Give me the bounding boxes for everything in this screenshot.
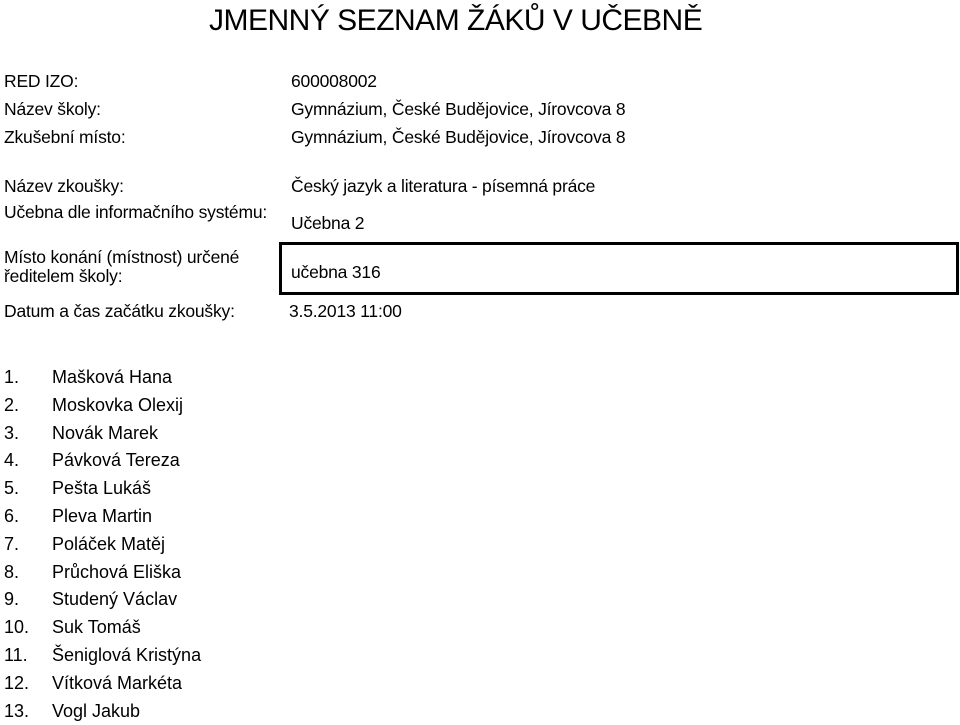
exam-name-label: Název zkoušky: <box>4 176 124 196</box>
list-item <box>4 586 201 614</box>
list-item <box>4 447 201 475</box>
exam-name-value: Český jazyk a literatura - písemná práce <box>291 176 596 196</box>
student-number: 2. <box>4 394 20 415</box>
student-list <box>4 364 201 725</box>
student-name: Pleva Martin <box>52 505 153 526</box>
red-izo-value: 600008002 <box>291 71 377 91</box>
list-item <box>4 420 201 448</box>
room-value: učebna 316 <box>291 262 381 282</box>
list-item <box>4 698 201 725</box>
student-name: Šeniglová Kristýna <box>52 644 202 665</box>
list-item <box>4 503 201 531</box>
list-item <box>4 392 201 420</box>
student-number: 4. <box>4 450 20 471</box>
red-izo-label: RED IZO: <box>4 71 79 91</box>
student-number: 9. <box>4 589 20 610</box>
list-item <box>4 614 201 642</box>
student-number: 3. <box>4 422 20 443</box>
classroom-system-value: Učebna 2 <box>291 213 365 233</box>
exam-place-label: Zkušební místo: <box>4 127 126 147</box>
datetime-value: 3.5.2013 11:00 <box>289 301 402 321</box>
list-item <box>4 531 201 559</box>
school-name-label: Název školy: <box>4 99 101 119</box>
list-item <box>4 475 201 503</box>
student-number: 5. <box>4 478 20 499</box>
student-name: Pešta Lukáš <box>52 478 152 499</box>
student-name: Mašková Hana <box>52 367 173 387</box>
student-number: 6. <box>4 505 20 526</box>
student-name: Poláček Matěj <box>52 533 166 554</box>
exam-place-value: Gymnázium, České Budějovice, Jírovcova 8 <box>291 127 626 147</box>
student-name: Studený Václav <box>52 589 178 610</box>
room-label: Místo konání (místnost) určené ředitelem školy: <box>4 247 240 286</box>
room-box <box>279 242 959 295</box>
list-item <box>4 642 201 670</box>
student-number: 13. <box>4 700 30 721</box>
list-item <box>4 670 201 698</box>
student-number: 7. <box>4 533 20 554</box>
student-name: Pávková Tereza <box>52 450 180 471</box>
student-name: Vítková Markéta <box>52 672 183 693</box>
student-name: Průchová Eliška <box>52 561 182 582</box>
student-number: 11. <box>4 644 28 665</box>
student-name: Moskovka Olexij <box>52 394 184 415</box>
classroom-system-label: Učebna dle informačního systému: <box>4 202 268 222</box>
student-number: 10. <box>4 617 30 638</box>
student-name: Suk Tomáš <box>52 617 141 638</box>
student-name: Novák Marek <box>52 422 159 443</box>
datetime-label: Datum a čas začátku zkoušky: <box>4 301 235 321</box>
list-item <box>4 559 201 587</box>
student-number: 12. <box>4 672 30 693</box>
student-name: Vogl Jakub <box>52 700 141 721</box>
student-number: 8. <box>4 561 20 582</box>
page-title: JMENNÝ SEZNAM ŽÁKŮ V UČEBNĚ <box>209 4 703 37</box>
list-item <box>4 364 201 392</box>
student-number: 1. <box>4 367 20 387</box>
school-name-value: Gymnázium, České Budějovice, Jírovcova 8 <box>291 99 626 119</box>
